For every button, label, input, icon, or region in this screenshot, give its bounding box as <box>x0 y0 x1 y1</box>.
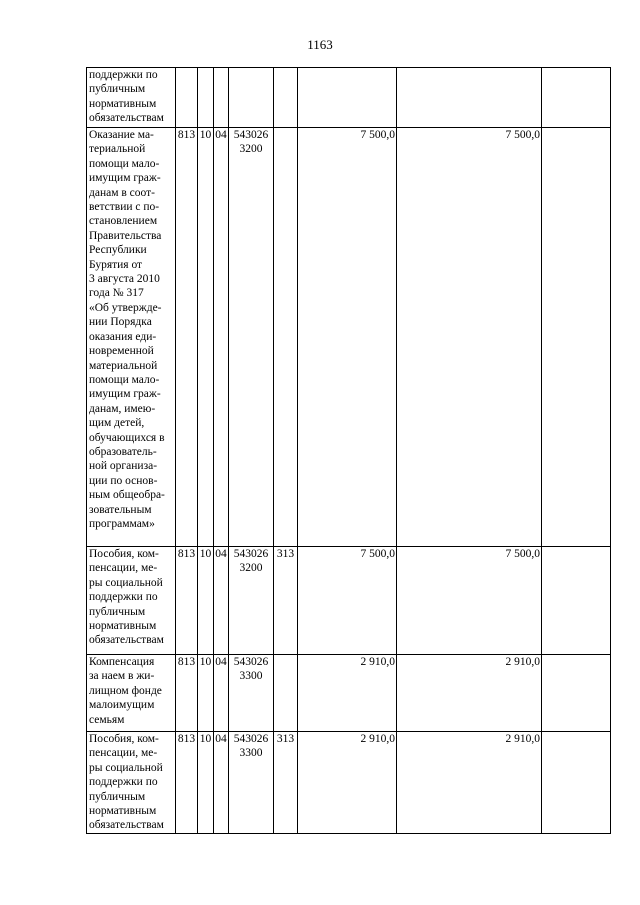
ministry-code <box>176 128 198 547</box>
amount-column-1 <box>298 128 397 547</box>
subsection-code <box>214 68 229 128</box>
amount-column-2-text: 7 500,0 <box>505 548 540 560</box>
row-name <box>87 68 176 128</box>
ministry-code <box>176 547 198 655</box>
target-article-code-text: 543026 3200 <box>233 548 269 575</box>
amount-column-2 <box>397 732 542 834</box>
amount-column-1-text: 2 910,0 <box>360 733 395 745</box>
ministry-code <box>176 732 198 834</box>
page-number: 1163 <box>307 37 333 52</box>
amount-column-2 <box>397 128 542 547</box>
amount-column-1 <box>298 68 397 128</box>
table-row <box>87 655 611 732</box>
amount-column-1-text: 2 910,0 <box>360 656 395 668</box>
row-name-text: Компенсация за наем в жи- лищном фонде малоимущим семьям <box>89 656 162 726</box>
expense-type-code-text: 313 <box>276 548 295 560</box>
amount-column-3 <box>542 128 611 547</box>
section-code <box>198 128 214 547</box>
target-article-code <box>229 547 274 655</box>
table-row <box>87 68 611 128</box>
row-name <box>87 547 176 655</box>
target-article-code-text: 543026 3300 <box>233 733 269 760</box>
row-name-text: Оказание ма- териальной помощи мало- имущим граж- данам в соот- ветствии с по- становлением Правительства Республики Бурятия от 3 августа 2010 года № 317 «Об утвержде- нии Порядка оказания еди- новременной материальной помощи мало- имущим граж- данам, имею- щим детей, обучающихся в образователь- ной организа- ции по основ- ным общеобра- зовательным программам» <box>89 129 165 530</box>
subsection-code-text: 04 <box>215 656 227 668</box>
amount-column-2 <box>397 655 542 732</box>
target-article-code <box>229 68 274 128</box>
row-name <box>87 732 176 834</box>
target-article-code <box>229 128 274 547</box>
section-code-text: 10 <box>199 548 212 560</box>
amount-column-1 <box>298 732 397 834</box>
amount-column-1 <box>298 655 397 732</box>
amount-column-3 <box>542 732 611 834</box>
amount-column-1-text: 7 500,0 <box>360 548 395 560</box>
row-name <box>87 128 176 547</box>
section-code <box>198 655 214 732</box>
amount-column-2 <box>397 68 542 128</box>
target-article-code-text: 543026 3200 <box>233 129 269 156</box>
amount-column-1-text: 7 500,0 <box>360 129 395 141</box>
section-code-text: 10 <box>199 733 212 745</box>
amount-column-1 <box>298 547 397 655</box>
expense-type-code <box>274 655 298 732</box>
section-code-text: 10 <box>199 656 212 668</box>
amount-column-3 <box>542 655 611 732</box>
section-code <box>198 732 214 834</box>
expense-type-code <box>274 732 298 834</box>
section-code-text: 10 <box>199 129 212 141</box>
target-article-code-text: 543026 3300 <box>233 656 269 683</box>
expense-type-code <box>274 128 298 547</box>
budget-table <box>86 67 611 834</box>
amount-column-3 <box>542 68 611 128</box>
table-row <box>87 547 611 655</box>
table-row <box>87 128 611 547</box>
amount-column-3 <box>542 547 611 655</box>
row-name-text: поддержки по публичным нормативным обязательствам <box>89 69 164 125</box>
ministry-code-text: 813 <box>177 733 196 745</box>
amount-column-2-text: 2 910,0 <box>505 656 540 668</box>
subsection-code <box>214 128 229 547</box>
expense-type-code <box>274 547 298 655</box>
row-name-text: Пособия, ком- пенсации, ме- ры социальной поддержки по публичным нормативным обязательствам <box>89 733 164 832</box>
amount-column-2 <box>397 547 542 655</box>
target-article-code <box>229 732 274 834</box>
row-name <box>87 655 176 732</box>
target-article-code <box>229 655 274 732</box>
subsection-code <box>214 547 229 655</box>
subsection-code <box>214 655 229 732</box>
ministry-code-text: 813 <box>177 656 196 668</box>
subsection-code <box>214 732 229 834</box>
section-code <box>198 68 214 128</box>
ministry-code <box>176 68 198 128</box>
amount-column-2-text: 2 910,0 <box>505 733 540 745</box>
ministry-code <box>176 655 198 732</box>
subsection-code-text: 04 <box>215 548 227 560</box>
row-name-text: Пособия, ком- пенсации, ме- ры социальной поддержки по публичным нормативным обязательствам <box>89 548 164 647</box>
amount-column-2-text: 7 500,0 <box>505 129 540 141</box>
expense-type-code <box>274 68 298 128</box>
table-row <box>87 732 611 834</box>
ministry-code-text: 813 <box>177 129 196 141</box>
subsection-code-text: 04 <box>215 733 227 745</box>
ministry-code-text: 813 <box>177 548 196 560</box>
expense-type-code-text: 313 <box>276 733 295 745</box>
subsection-code-text: 04 <box>215 129 227 141</box>
section-code <box>198 547 214 655</box>
